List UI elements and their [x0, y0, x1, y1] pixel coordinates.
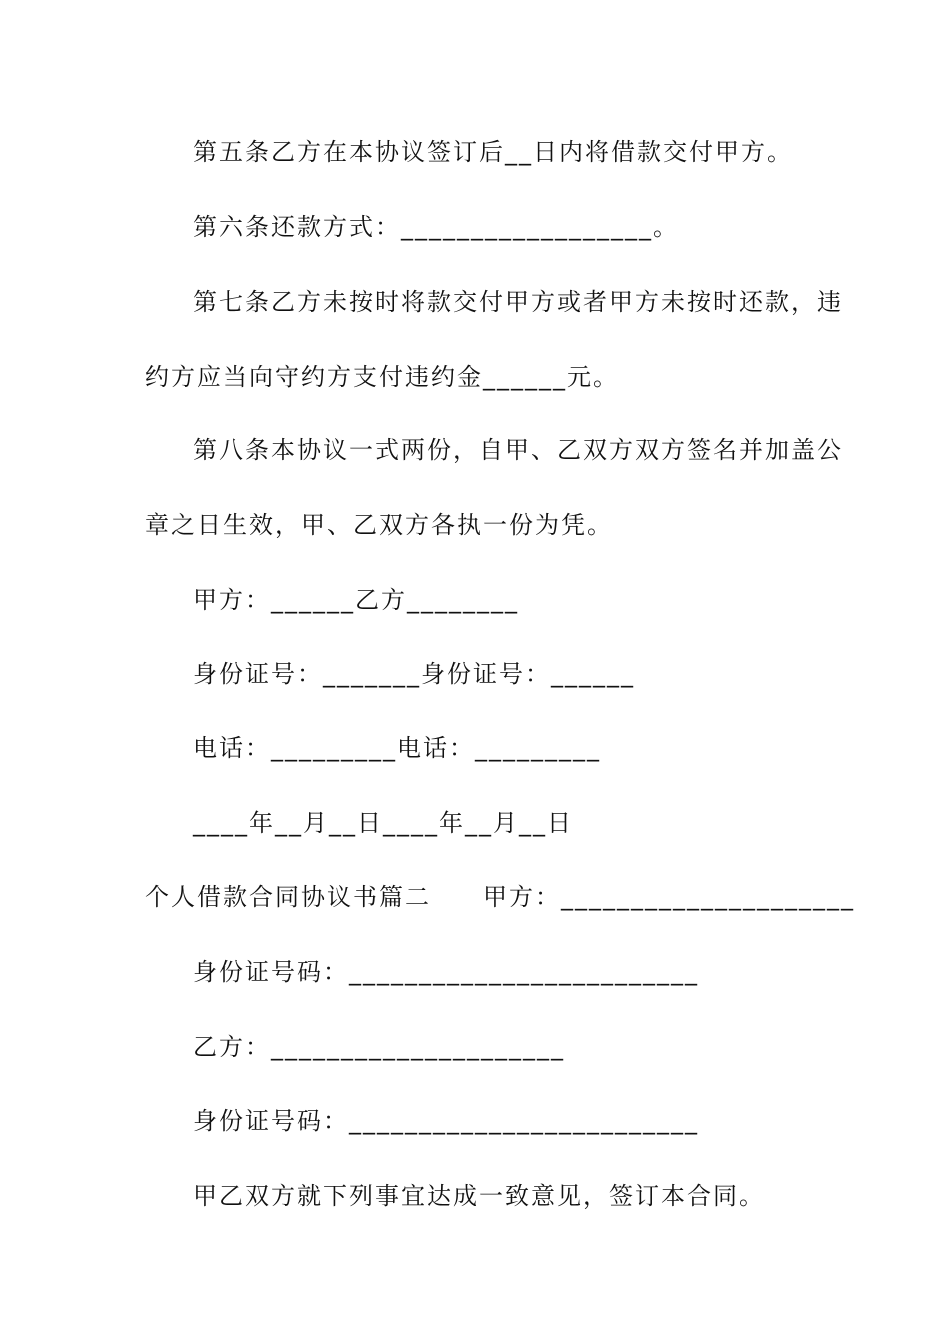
agreement-intro: 甲乙双方就下列事宜达成一致意见，签订本合同。: [193, 1182, 765, 1210]
clause-8-line-1: 第八条本协议一式两份，自甲、乙双方双方签名并加盖公: [193, 436, 843, 464]
clause-8-line-2: 章之日生效，甲、乙双方各执一份为凭。: [145, 511, 613, 539]
party-a-id-line: 身份证号码：_________________________: [193, 958, 699, 986]
clause-5: 第五条乙方在本协议签订后__日内将借款交付甲方。: [193, 138, 793, 166]
clause-7-line-1: 第七条乙方未按时将款交付甲方或者甲方未按时还款，违: [193, 288, 843, 316]
party-names-line: 甲方：______乙方________: [193, 586, 519, 614]
phone-line: 电话：_________电话：_________: [193, 734, 601, 762]
clause-6: 第六条还款方式：__________________。: [193, 213, 679, 241]
party-b-line: 乙方：_____________________: [193, 1033, 565, 1061]
date-line: ____年__月__日____年__月__日: [193, 809, 573, 837]
clause-7-line-2: 约方应当向守约方支付违约金______元。: [145, 363, 619, 391]
id-number-line: 身份证号：_______身份证号：______: [193, 660, 635, 688]
section-2-heading-party-a: 个人借款合同协议书篇二 甲方：_____________________: [145, 883, 855, 911]
party-b-id-line: 身份证号码：_________________________: [193, 1107, 699, 1135]
